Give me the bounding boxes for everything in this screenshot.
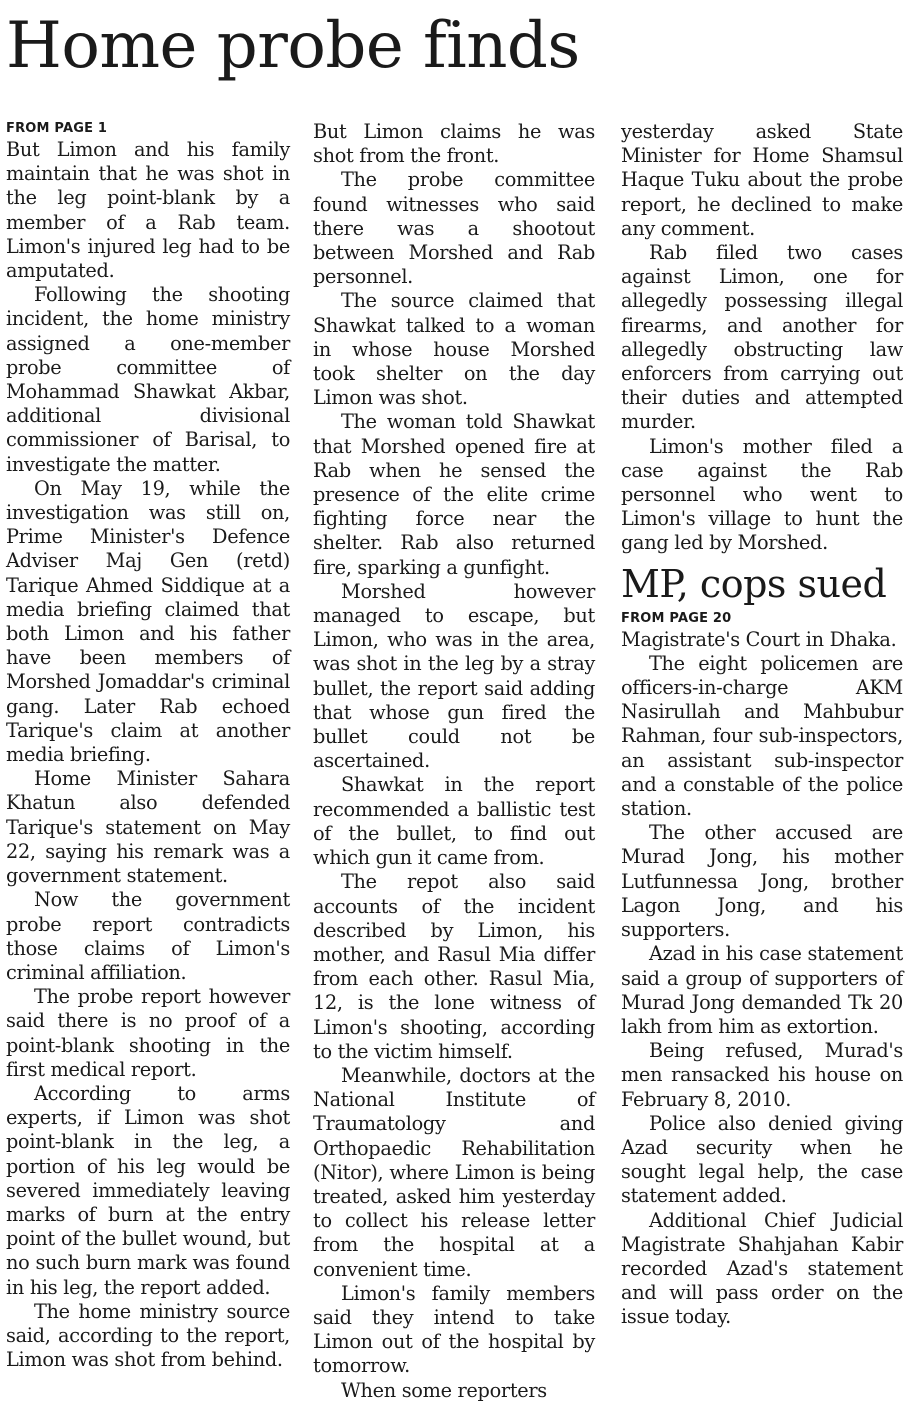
paragraph: Limon's family members said they intend to take Limon out of the hospital by tomorrow. xyxy=(313,1281,595,1378)
paragraph: Following the shooting incident, the home ministry assigned a one-member probe committee of Mohammad Shawkat Akbar, additional divisional commissioner of Barisal, to investigate the matter. xyxy=(6,283,290,476)
paragraph: On May 19, while the investigation was still on, Prime Minister's Defence Adviser Maj Gen (retd) Tarique Ahmed Siddique at a media briefing claimed that both Limon and his father have been members of Morshed Jomaddar's criminal gang. Later Rab echoed Tarique's claim at another media briefing. xyxy=(6,476,290,767)
column-1 xyxy=(6,118,290,1370)
paragraph: Rab filed two cases against Limon, one for allegedly possessing illegal firearms, and another for allegedly obstructing law enforcers from carrying out their duties and attempted murder. xyxy=(621,241,903,434)
paragraph: Shawkat in the report recommended a ballistic test of the bullet, to find out which gun it came from. xyxy=(313,773,595,870)
headline: Home probe finds xyxy=(6,9,580,83)
paragraph: When some reporters xyxy=(341,1378,547,1402)
subheadline: MP, cops sued xyxy=(621,561,887,606)
paragraph: The probe committee found witnesses who said there was a shootout between Morshed and Rab personnel. xyxy=(313,168,595,289)
paragraph: The eight policemen are officers-in-charge AKM Nasirullah and Mahbubur Rahman, four sub-inspectors, an assistant sub-inspector and a constable of the police station. xyxy=(621,651,903,821)
paragraph: Magistrate's Court in Dhaka. xyxy=(621,627,897,651)
kicker-from-page-20: FROM PAGE 20 xyxy=(621,610,732,626)
paragraph: The source claimed that Shawkat talked to a woman in whose house Morshed took shelter on the day Limon was shot. xyxy=(313,289,595,410)
paragraph: Now the government probe report contradicts those claims of Limon's criminal affiliation. xyxy=(6,888,290,984)
paragraph: According to arms experts, if Limon was shot point-blank in the leg, a portion of his leg would be severed immediately leaving marks of burn at the entry point of the bullet wound, but no such burn mark was found in his leg, the report added. xyxy=(6,1081,290,1299)
paragraph: Being refused, Murad's men ransacked his house on February 8, 2010. xyxy=(621,1039,903,1111)
paragraph: But Limon claims he was shot from the front. xyxy=(313,120,595,168)
paragraph: Home Minister Sahara Khatun also defended Tarique's statement on May 22, saying his remark was a government statement. xyxy=(6,767,290,888)
paragraph: The repot also said accounts of the incident described by Limon, his mother, and Rasul Mia differ from each other. Rasul Mia, 12, is the lone witness of Limon's shooting, according to the victim himself. xyxy=(313,870,595,1063)
paragraph: Limon's mother filed a case against the Rab personnel who went to Limon's village to hunt the gang led by Morshed. xyxy=(621,434,903,555)
paragraph: The home ministry source said, according to the report, Limon was shot from behind. xyxy=(6,1299,290,1372)
paragraph: Morshed however managed to escape, but Limon, who was in the area, was shot in the leg by a stray bullet, the report said adding that whose gun fired the bullet could not be ascertained. xyxy=(313,579,595,773)
paragraph: Azad in his case statement said a group of supporters of Murad Jong demanded Tk 20 lakh from him as extortion. xyxy=(621,942,903,1038)
paragraph: The other accused are Murad Jong, his mother Lutfunnessa Jong, brother Lagon Jong, and his supporters. xyxy=(621,821,903,942)
paragraph: Police also denied giving Azad security when he sought legal help, the case statement added. xyxy=(621,1111,903,1208)
paragraph: yesterday asked State Minister for Home Shamsul Haque Tuku about the probe report, he declined to make any comment. xyxy=(621,120,903,240)
paragraph: The woman told Shawkat that Morshed opened fire at Rab when he sensed the presence of the elite crime fighting force near the shelter. Rab also returned fire, sparking a gunfight. xyxy=(313,410,595,579)
column-2 xyxy=(313,120,595,1402)
paragraph: Additional Chief Judicial Magistrate Shahjahan Kabir recorded Azad's statement and will pass order on the issue today. xyxy=(621,1208,903,1329)
paragraph: The probe report however said there is no proof of a point-blank shooting in the first medical report. xyxy=(6,985,290,1081)
paragraph: But Limon and his family maintain that he was shot in the leg point-blank by a member of a Rab team. Limon's injured leg had to be amputated. xyxy=(6,138,290,283)
kicker-from-page-1: FROM PAGE 1 xyxy=(6,121,108,136)
column-3 xyxy=(621,120,903,1372)
paragraph: Meanwhile, doctors at the National Institute of Traumatology and Orthopaedic Rehabilitation (Nitor), where Limon is being treated, asked him yesterday to collect his release letter from the hospital at a convenient time. xyxy=(313,1063,595,1281)
